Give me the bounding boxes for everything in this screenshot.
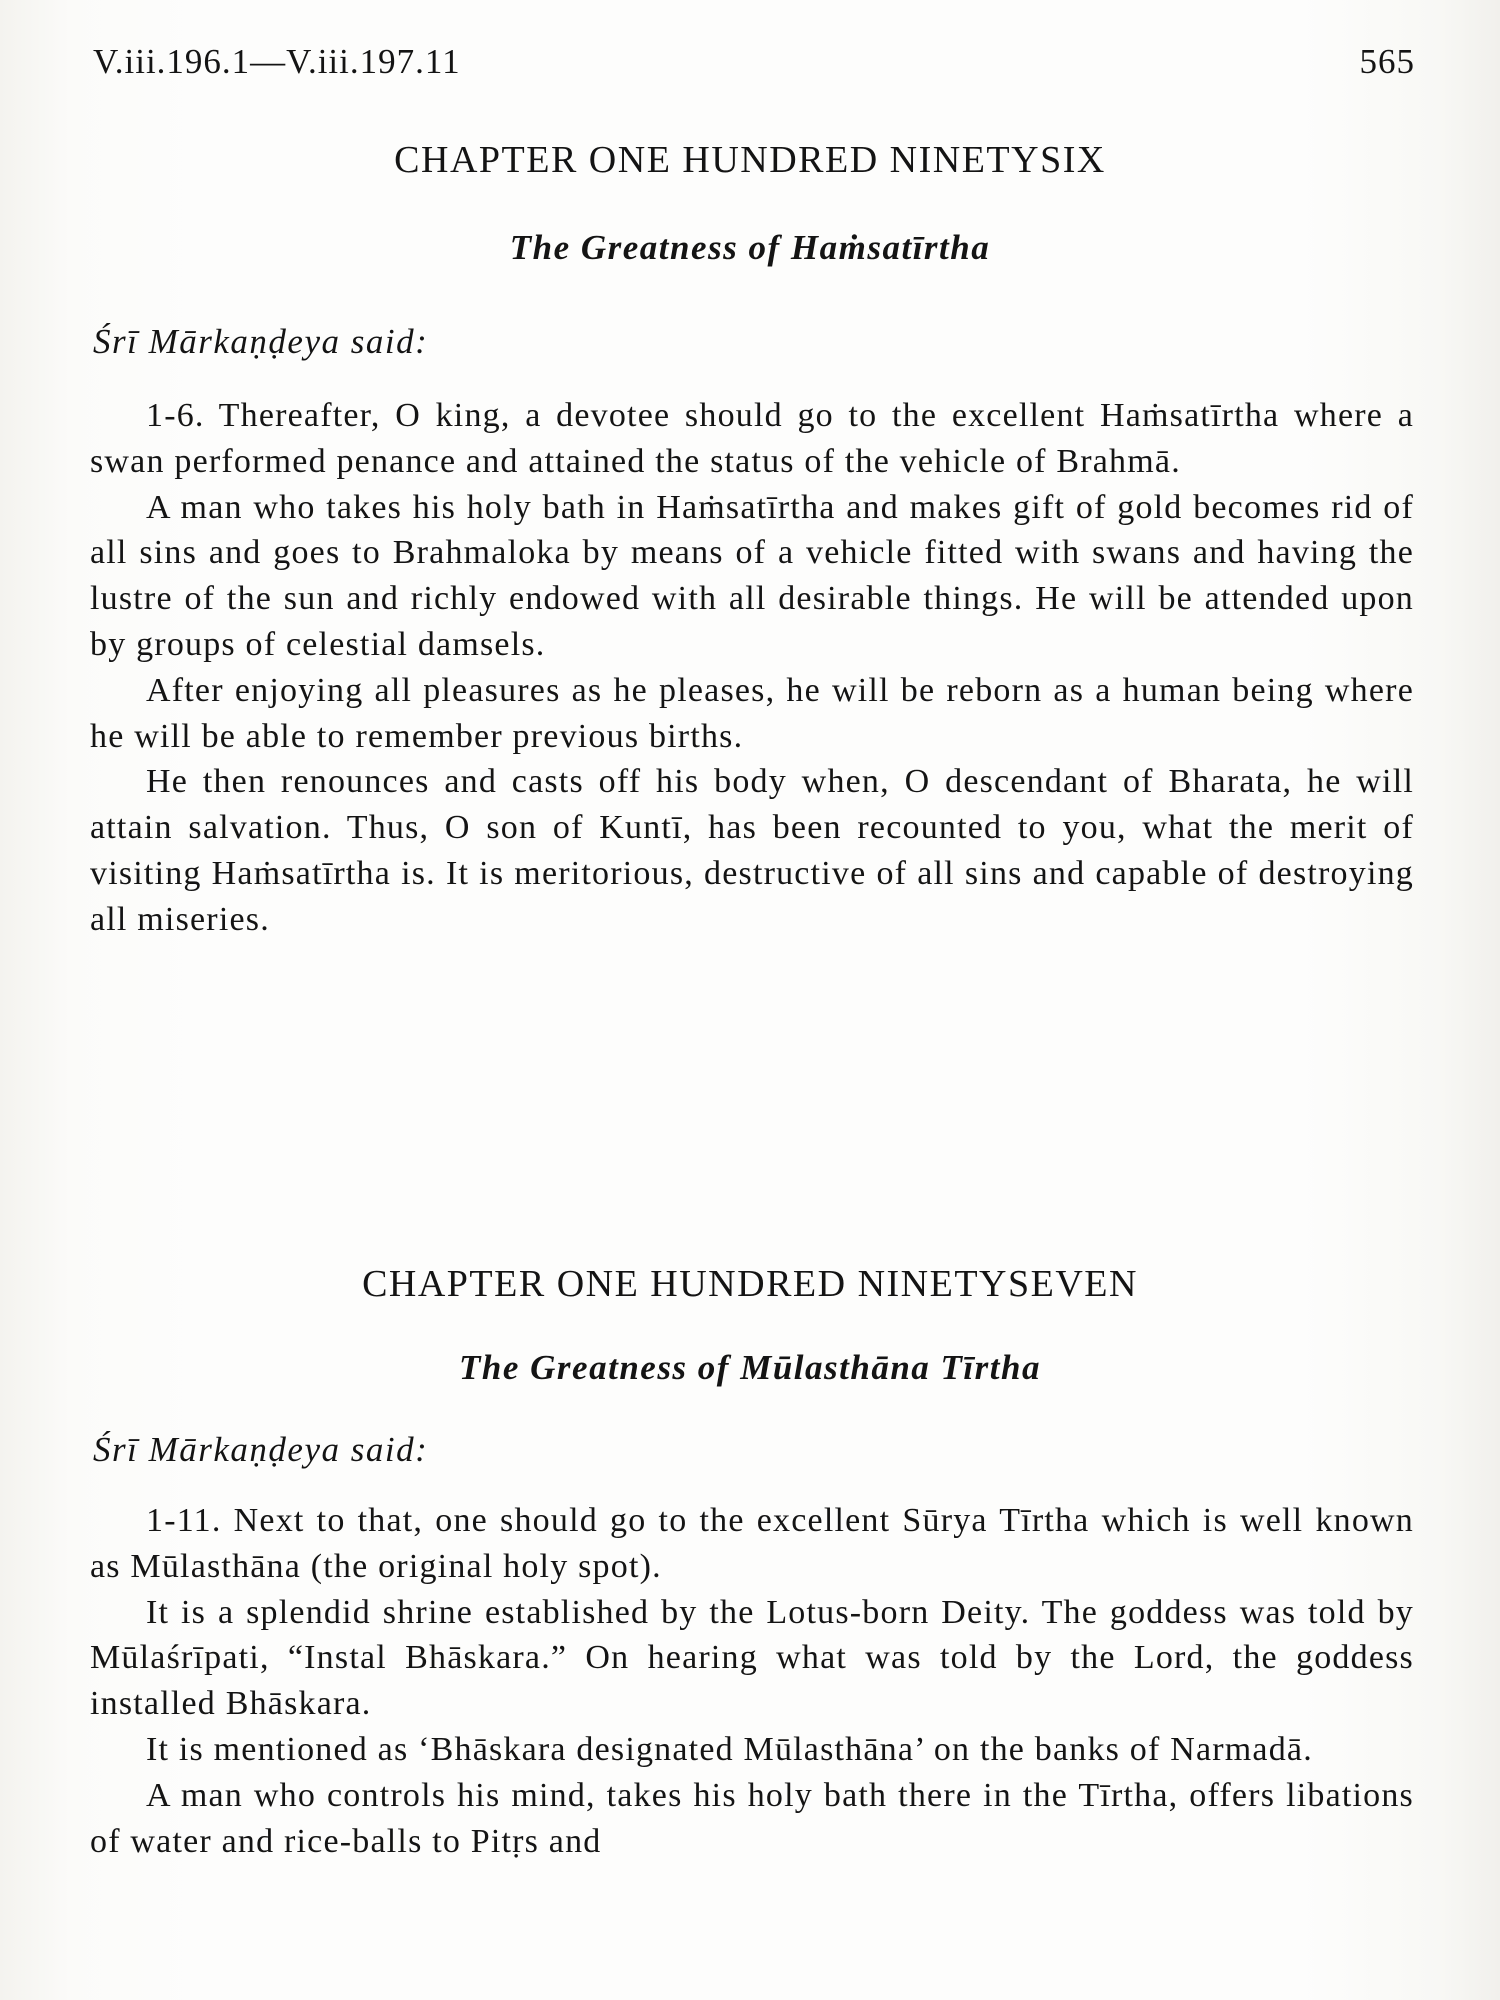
paragraph: 1-6. Thereafter, O king, a devotee should go to the excellent Haṁsatīrtha where a swan performed penance and attained the status of the vehicle of Brahmā. <box>90 397 1414 480</box>
running-head <box>93 42 1415 92</box>
chapter-body <box>90 1498 1414 1864</box>
paragraph: After enjoying all pleasures as he pleases, he will be reborn as a human being where he will be able to remember previous births. <box>90 671 1414 755</box>
paragraph: A man who takes his holy bath in Haṁsatīrtha and makes gift of gold becomes rid of all sins and goes to Brahmaloka by means of a vehicle fitted with swans and having the lustre of the sun and richly endowed with all desirable things. He will be attended upon by groups of celestial damsels. <box>90 488 1414 663</box>
page-number: 565 <box>1359 42 1415 81</box>
chapter-subtitle: The Greatness of Mūlasthāna Tīrtha <box>459 1348 1041 1387</box>
paragraph: 1-11. Next to that, one should go to the excellent Sūrya Tīrtha which is well known as Mūlasthāna (the original holy spot). <box>90 1502 1414 1585</box>
verse-range: V.iii.196.1—V.iii.197.11 <box>93 42 461 81</box>
chapter-title: CHAPTER ONE HUNDRED NINETYSEVEN <box>362 1263 1138 1305</box>
paragraph: It is a splendid shrine established by the Lotus-born Deity. The goddess was told by Mūlaśrīpati, “Instal Bhāskara.” On hearing what was told by the Lord, the goddess installed Bhāskara. <box>90 1593 1414 1723</box>
paragraph: It is mentioned as ‘Bhāskara designated Mūlasthāna’ on the banks of Narmadā. <box>146 1730 1313 1768</box>
paragraph: A man who controls his mind, takes his holy bath there in the Tīrtha, offers libations of water and rice-balls to Pitṛs and <box>90 1776 1414 1860</box>
speaker-heading: Śrī Mārkaṇḍeya said: <box>93 322 429 361</box>
paragraph: He then renounces and casts off his body when, O descendant of Bharata, he will attain salvation. Thus, O son of Kuntī, has been recounted to you, what the merit of visiting Haṁsatīrtha is. It is meritorious, destructive of all sins and capable of destroying all miseries. <box>90 763 1414 938</box>
chapter-body <box>90 393 1414 943</box>
speaker-heading: Śrī Mārkaṇḍeya said: <box>93 1430 429 1469</box>
chapter-subtitle: The Greatness of Haṁsatīrtha <box>509 228 991 267</box>
chapter-title: CHAPTER ONE HUNDRED NINETYSIX <box>394 139 1106 181</box>
